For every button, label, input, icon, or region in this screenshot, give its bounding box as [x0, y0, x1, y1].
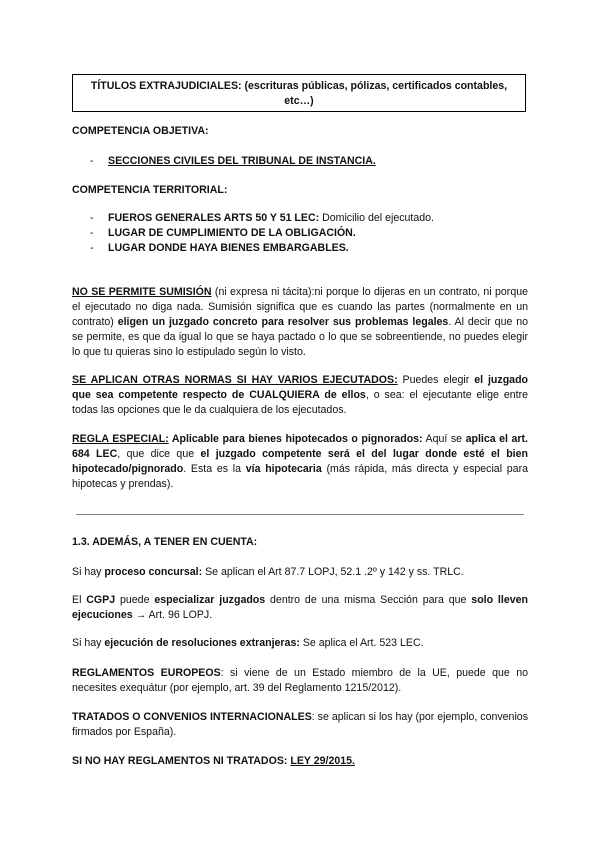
bold-run: el juzgado que sea competente respecto de CUALQUIERA de ellos	[72, 374, 529, 401]
bullet-dash: -	[90, 242, 94, 254]
text-run: Si hay	[72, 637, 105, 649]
text-run: El	[72, 594, 87, 606]
competencia-objetiva-heading: COMPETENCIA OBJETIVA:	[72, 125, 209, 137]
text-run: : si viene de un Estado miembro de la UE, puede que no necesites exequátur (por ejemplo, art. 39 del Reglamento 1215/2012).	[72, 667, 528, 694]
concursal-paragraph	[72, 565, 528, 580]
competencia-territorial-heading: COMPETENCIA TERRITORIAL:	[72, 184, 228, 196]
competencia-territorial-list	[72, 211, 528, 256]
competencia-objetiva-list	[72, 154, 528, 169]
bold-run: proceso concursal:	[104, 566, 203, 578]
section-1-3-heading: 1.3. ADEMÁS, A TENER EN CUENTA:	[72, 536, 258, 548]
text-run: Aquí se	[422, 433, 466, 445]
text-run: . Al decir que no se permite, es que da igual lo que se haya pactado o lo que se sobreentiende, no puedes elegir lo que tu quieras sino lo estipulado según lo visto.	[72, 316, 529, 358]
varios-ejecutados-paragraph	[72, 373, 528, 418]
list-item-text: SECCIONES CIVILES DEL TRIBUNAL DE INSTANCIA.	[108, 155, 376, 167]
list-item	[72, 211, 528, 226]
list-item	[72, 226, 528, 241]
tratados-paragraph	[72, 710, 528, 740]
extranjeras-paragraph	[72, 636, 528, 651]
final-paragraph	[72, 754, 528, 769]
bold-run: SI NO HAY REGLAMENTOS NI TRATADOS:	[72, 755, 291, 767]
bullet-dash: -	[90, 212, 94, 224]
text-run: : se aplican si los hay (por ejemplo, convenios firmados por España).	[72, 711, 528, 738]
horizontal-divider	[76, 514, 524, 515]
list-item-text: LUGAR DE CUMPLIMIENTO DE LA OBLIGACIÓN.	[108, 227, 356, 239]
text-run: , o sea: el ejecutante elige entre todas las opciones que le da cualquiera de los ejecutados.	[72, 389, 529, 416]
bold-run: vía hipotecaria	[245, 463, 322, 475]
text-run: (ni expresa ni tácita):ni porque lo dijeras en un contrato, ni porque el ejecutado no diga nada. Sumisión significa que es cuando las partes (normalmente en un contrato)	[72, 286, 528, 328]
text-run: Puedes elegir	[397, 374, 475, 386]
list-item-text: Domicilio del ejecutado.	[319, 212, 434, 224]
title-line-1: TÍTULOS EXTRAJUDICIALES: (escrituras públicas, pólizas, certificados contables,	[90, 80, 508, 92]
varios-lead: SE APLICAN OTRAS NORMAS SI HAY VARIOS EJECUTADOS:	[72, 374, 398, 386]
text-run: Si hay	[72, 566, 105, 578]
bold-run: Aplicable para bienes hipotecados o pignorados:	[168, 433, 423, 445]
bold-run: TRATADOS O CONVENIOS INTERNACIONALES	[72, 711, 312, 723]
text-run: Se aplica el Art. 523 LEC.	[299, 637, 424, 649]
bold-run: ejecución de resoluciones extranjeras:	[104, 637, 300, 649]
title-box	[72, 74, 526, 112]
text-run: (más rápida, más directa y especial para hipotecas y prendas).	[72, 463, 528, 490]
text-run: puede	[115, 594, 155, 606]
list-item-text: LUGAR DONDE HAYA BIENES EMBARGABLES.	[108, 242, 349, 254]
list-item	[72, 154, 528, 169]
text-run: → Art. 96 LOPJ.	[132, 609, 213, 621]
list-item	[72, 241, 528, 256]
bullet-dash: -	[90, 227, 94, 239]
bullet-dash: -	[90, 155, 94, 167]
bold-run: eligen un juzgado concreto para resolver sus problemas legales	[117, 316, 449, 328]
bold-run: CGPJ	[86, 594, 116, 606]
text-run: . Esta es la	[183, 463, 246, 475]
sumision-lead: NO SE PERMITE SUMISIÓN	[72, 286, 212, 298]
list-item-bold: FUEROS GENERALES ARTS 50 Y 51 LEC:	[108, 212, 320, 224]
bold-run: especializar juzgados	[154, 594, 266, 606]
title-line-2: etc…)	[284, 95, 314, 107]
text-run: dentro de una misma Sección para que	[265, 594, 472, 606]
sumision-paragraph	[72, 285, 528, 360]
reglamentos-paragraph	[72, 666, 528, 696]
ley-29-2015: LEY 29/2015.	[290, 755, 355, 767]
bold-run: aplica el art. 684 LEC	[72, 433, 528, 460]
regla-especial-paragraph	[72, 432, 528, 492]
cgpj-paragraph	[72, 593, 528, 623]
text-run: , que dice que	[117, 448, 201, 460]
bold-run: solo lleven ejecuciones	[72, 594, 528, 621]
text-run: Se aplican el Art 87.7 LOPJ, 52.1 .2º y 142 y ss. TRLC.	[202, 566, 464, 578]
bold-run: el juzgado competente será el del lugar donde esté el bien hipotecado/pignorado	[72, 448, 528, 475]
regla-lead: REGLA ESPECIAL:	[72, 433, 169, 445]
bold-run: REGLAMENTOS EUROPEOS	[72, 667, 221, 679]
